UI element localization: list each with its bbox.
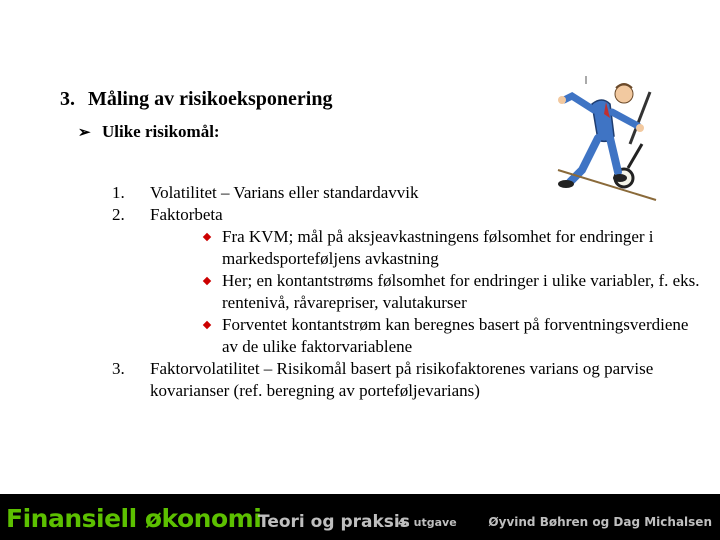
man-with-magnifying-glass-icon [552,74,662,210]
footer-edition: 4. utgave [398,516,457,529]
diamond-bullet-icon [203,233,211,241]
sub-list-item [112,314,702,358]
footer-brand: Finansiell økonomi [6,504,262,533]
sub-list-item [112,270,702,314]
diamond-bullet-icon [203,277,211,285]
sub-item-text: Her; en kontantstrøms følsomhet for endringer i ulike variabler, f. eks. rentenivå, råvarepriser, valutakurser [222,271,700,312]
list-item-text: Faktorbeta [150,205,223,224]
subheading [78,122,220,142]
subheading-text: Ulike risikomål: [102,122,220,141]
list-item-text: Volatilitet – Varians eller standardavvik [150,183,419,202]
list-item [112,358,702,402]
list-item-text: Faktorvolatilitet – Risikomål basert på risikofaktorenes varians og parvise kovarianser (ref. beregning av porteføljevarians) [150,359,654,400]
footer-subtitle: Teori og praksis [258,512,410,532]
footer-bar [0,494,720,540]
sub-item-text: Fra KVM; mål på aksjeavkastningens følsomhet for endringer i markedsporteføljens avkastning [222,227,654,268]
list-marker: 1. [112,183,125,202]
heading-text: Måling av risikoeksponering [88,88,333,110]
slide-heading [60,88,332,111]
sub-list-item [112,226,702,270]
heading-number: 3. [60,88,75,110]
sub-item-text: Forventet kontantstrøm kan beregnes basert på forventningsverdiene av de ulike faktorvariablene [222,315,689,356]
arrow-bullet-icon: ➢ [78,125,91,141]
list-marker: 3. [112,359,125,378]
risk-measure-list [112,182,702,402]
diamond-bullet-icon [203,321,211,329]
list-marker: 2. [112,205,125,224]
footer-authors: Øyvind Bøhren og Dag Michalsen [488,515,712,529]
